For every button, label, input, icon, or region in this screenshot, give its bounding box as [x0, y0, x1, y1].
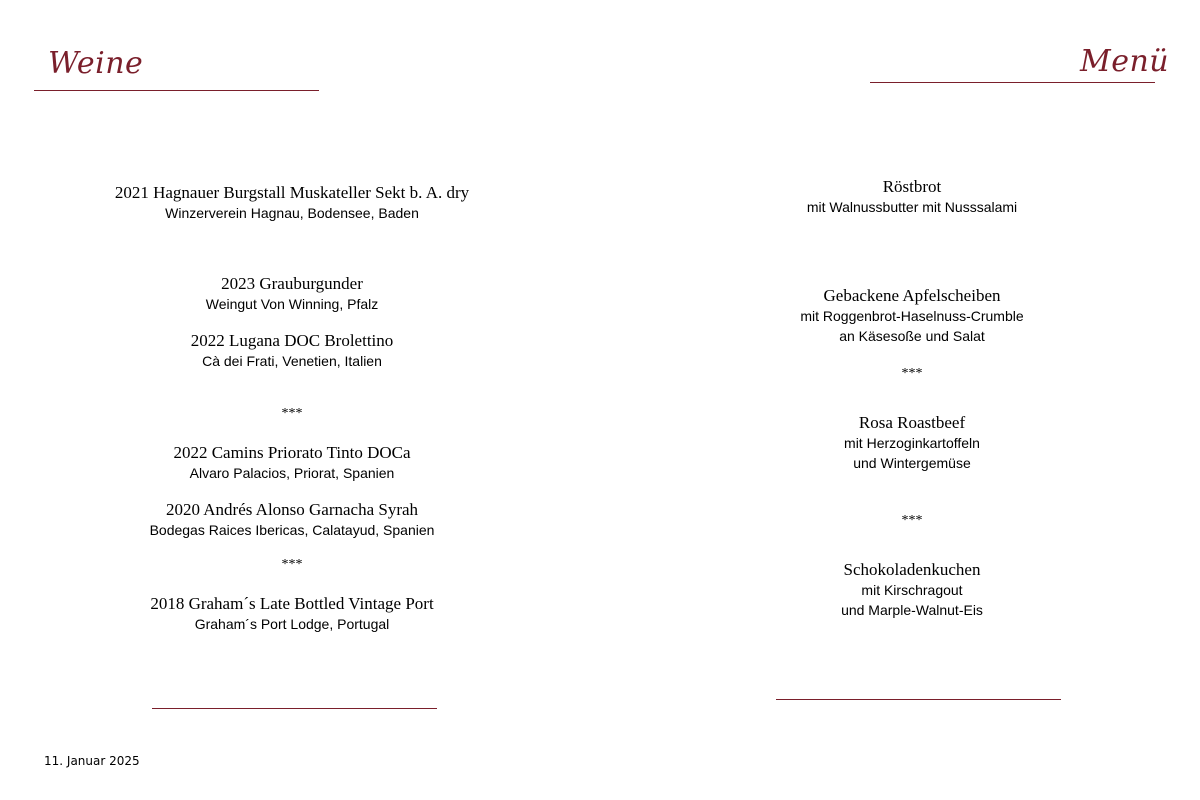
course-description: mit Walnussbutter mit Nusssalami	[806, 199, 1018, 215]
wine-producer: Cà dei Frati, Venetien, Italien	[202, 353, 382, 369]
wine-name: 2022 Lugana DOC Brolettino	[190, 331, 394, 350]
wine-list	[92, 0, 492, 800]
wine-producer: Alvaro Palacios, Priorat, Spanien	[189, 465, 395, 481]
wine-name: 2018 Graham´s Late Bottled Vintage Port	[150, 594, 434, 613]
wine-separator: ***	[281, 406, 303, 421]
course-description: an Käsesoße und Salat	[839, 328, 985, 344]
wine-name: 2020 Andrés Alonso Garnacha Syrah	[165, 500, 419, 519]
course-name: Gebackene Apfelscheiben	[823, 286, 1001, 305]
course-name: Schokoladenkuchen	[843, 560, 981, 579]
menu-separator: ***	[901, 513, 923, 528]
wine-item	[92, 500, 492, 540]
wine-producer: Winzerverein Hagnau, Bodensee, Baden	[165, 205, 419, 221]
course-name: Röstbrot	[882, 177, 942, 196]
footer-date: 11. Januar 2025	[44, 754, 140, 768]
wine-item	[92, 331, 492, 371]
wine-item	[92, 183, 492, 223]
wine-item	[92, 594, 492, 634]
menu-course	[712, 413, 1112, 473]
wine-name: 2023 Grauburgunder	[221, 274, 363, 293]
wine-producer: Graham´s Port Lodge, Portugal	[194, 616, 390, 632]
wine-name: 2022 Camins Priorato Tinto DOCa	[173, 443, 411, 462]
menu-course	[712, 177, 1112, 217]
wines-bottom-rule	[152, 708, 437, 709]
course-name: Rosa Roastbeef	[858, 413, 966, 432]
course-description: und Marple-Walnut-Eis	[841, 602, 983, 618]
wine-name: 2021 Hagnauer Burgstall Muskateller Sekt b. A. dry	[114, 183, 470, 202]
menu-title: Menü	[1080, 44, 1170, 79]
menu-bottom-rule	[776, 699, 1061, 700]
wine-separator: ***	[281, 557, 303, 572]
course-description: mit Kirschragout	[861, 582, 963, 598]
course-description: mit Roggenbrot-Haselnuss-Crumble	[800, 308, 1024, 324]
wine-producer: Weingut Von Winning, Pfalz	[205, 296, 379, 312]
course-description: und Wintergemüse	[853, 455, 971, 471]
menu-list	[712, 0, 1112, 800]
wines-title: Weine	[48, 46, 144, 81]
course-description: mit Herzoginkartoffeln	[844, 435, 980, 451]
menu-course	[712, 560, 1112, 620]
menu-separator: ***	[901, 366, 923, 381]
wine-item	[92, 443, 492, 483]
wine-item	[92, 274, 492, 314]
wine-producer: Bodegas Raices Ibericas, Calatayud, Spanien	[149, 522, 435, 538]
menu-course	[712, 286, 1112, 346]
